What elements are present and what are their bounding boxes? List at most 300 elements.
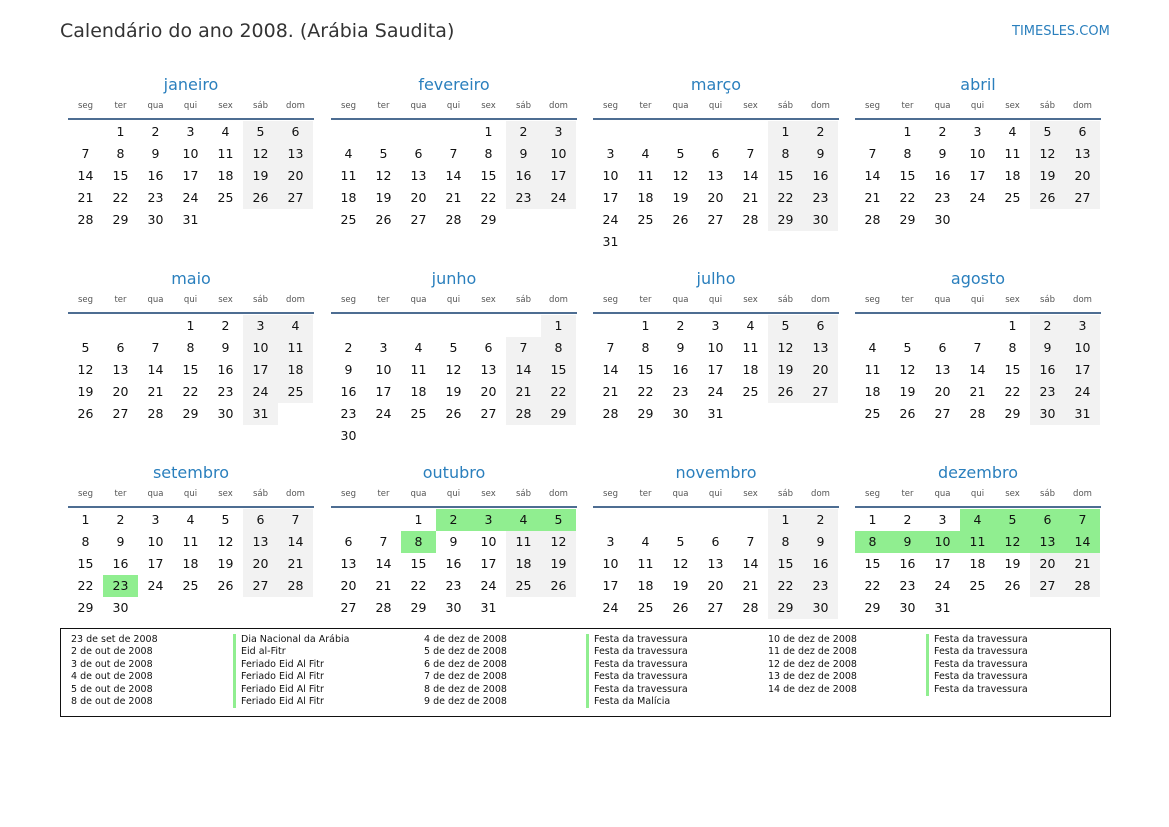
day-cell: 26: [375, 212, 392, 227]
day-cell: 2: [938, 124, 947, 139]
weekday-header: [68, 292, 314, 314]
holiday-day-cell: 6: [1030, 509, 1065, 531]
month-title: dezembro: [938, 463, 1018, 482]
legend-date: 13 de dez de 2008: [768, 671, 857, 683]
weekday-label: ter: [901, 295, 914, 305]
weekday-label: qui: [446, 489, 461, 499]
month-title: janeiro: [163, 75, 219, 94]
day-cell: 14: [602, 362, 619, 377]
day-cell: 10: [707, 340, 724, 355]
day-cell: 8: [541, 337, 576, 359]
day-cell: 17: [934, 556, 951, 571]
day-cell: 25: [1004, 190, 1021, 205]
legend-holiday-name: Festa da travessura: [586, 646, 756, 658]
day-cell: 19: [899, 384, 916, 399]
day-cell: 29: [410, 600, 427, 615]
weekday-label: ter: [377, 489, 390, 499]
weekday-label: sex: [1005, 295, 1020, 305]
weekday-label: dom: [811, 489, 830, 499]
weekday-label: ter: [639, 295, 652, 305]
legend-holiday-name: Dia Nacional da Arábia: [233, 634, 403, 646]
empty-cell: [698, 121, 733, 143]
day-cell: 24: [243, 381, 278, 403]
day-cell: 19: [1004, 556, 1021, 571]
empty-cell: [436, 121, 471, 143]
day-cell: 29: [182, 406, 199, 421]
day-cell: 30: [340, 428, 357, 443]
weekday-label: qui: [970, 101, 985, 111]
day-cell: 7: [81, 146, 90, 161]
holiday-day-cell: 8: [855, 531, 890, 553]
empty-cell: [506, 315, 541, 337]
legend-holiday-name: Festa da travessura: [926, 671, 1096, 683]
day-cell: 23: [672, 384, 689, 399]
day-cell: 21: [1065, 553, 1100, 575]
weekday-label: dom: [811, 101, 830, 111]
day-cell: 21: [147, 384, 164, 399]
month-title: junho: [431, 269, 477, 288]
day-cell: 16: [803, 553, 838, 575]
weekday-label: qua: [672, 295, 689, 305]
empty-cell: [366, 315, 401, 337]
month-title: novembro: [675, 463, 757, 482]
day-cell: 14: [742, 168, 759, 183]
day-cell: 7: [746, 146, 755, 161]
legend-holiday-name: Festa da travessura: [586, 634, 756, 646]
day-cell: 19: [541, 553, 576, 575]
day-cell: 10: [969, 146, 986, 161]
day-cell: 31: [1065, 403, 1100, 425]
day-cell: 11: [278, 337, 313, 359]
day-cell: 5: [221, 512, 230, 527]
day-cell: 31: [707, 406, 724, 421]
legend-holiday-name: Feriado Eid Al Fitr: [233, 696, 403, 708]
day-cell: 9: [449, 534, 458, 549]
weekday-label: sáb: [777, 101, 794, 111]
day-cell: 10: [602, 556, 619, 571]
day-cell: 13: [707, 168, 724, 183]
weekday-label: qua: [410, 101, 427, 111]
day-cell: 28: [742, 600, 759, 615]
day-cell: 15: [77, 556, 94, 571]
weekday-label: qui: [446, 101, 461, 111]
day-cell: 27: [112, 406, 129, 421]
day-cell: 7: [449, 146, 458, 161]
weekday-label: qui: [708, 101, 723, 111]
day-cell: 24: [375, 406, 392, 421]
day-cell: 1: [414, 512, 423, 527]
day-cell: 30: [217, 406, 234, 421]
legend-date: 8 de dez de 2008: [424, 683, 507, 695]
weekday-label: sáb: [1039, 101, 1056, 111]
weekday-header: [331, 98, 577, 120]
day-cell: 3: [243, 315, 278, 337]
weekday-label: seg: [77, 295, 94, 305]
day-cell: 26: [672, 212, 689, 227]
weekday-label: ter: [114, 489, 127, 499]
day-cell: 15: [637, 362, 654, 377]
day-cell: 29: [480, 212, 497, 227]
day-cell: 13: [480, 362, 497, 377]
day-cell: 20: [934, 384, 951, 399]
legend-date: 10 de dez de 2008: [768, 634, 857, 645]
weekday-label: sex: [481, 295, 496, 305]
day-cell: 22: [1004, 384, 1021, 399]
weekday-label: qua: [934, 101, 951, 111]
day-grid: [855, 509, 1101, 619]
day-cell: 17: [182, 168, 199, 183]
day-cell: 17: [602, 578, 619, 593]
holiday-day-cell: 9: [890, 531, 925, 553]
empty-cell: [960, 315, 995, 337]
day-cell: 19: [217, 556, 234, 571]
month-title: julho: [696, 269, 736, 288]
day-cell: 21: [445, 190, 462, 205]
weekday-label: qua: [934, 489, 951, 499]
weekday-label: seg: [602, 295, 619, 305]
day-cell: 18: [637, 578, 654, 593]
day-cell: 24: [1065, 381, 1100, 403]
day-cell: 1: [81, 512, 90, 527]
day-grid: [68, 509, 314, 619]
month-title: agosto: [950, 269, 1006, 288]
legend-date: 2 de out de 2008: [71, 646, 153, 658]
day-cell: 8: [1008, 340, 1017, 355]
day-cell: 20: [480, 384, 497, 399]
day-cell: 2: [344, 340, 353, 355]
weekday-header: [855, 98, 1101, 120]
day-cell: 15: [768, 553, 803, 575]
day-cell: 22: [768, 575, 803, 597]
day-cell: 25: [182, 578, 199, 593]
day-cell: 13: [112, 362, 129, 377]
day-cell: 10: [1065, 337, 1100, 359]
day-cell: 2: [803, 121, 838, 143]
day-cell: 13: [934, 362, 951, 377]
day-cell: 16: [899, 556, 916, 571]
empty-cell: [663, 509, 698, 531]
weekday-label: ter: [377, 295, 390, 305]
day-cell: 11: [506, 531, 541, 553]
day-cell: 23: [340, 406, 357, 421]
day-cell: 30: [445, 600, 462, 615]
day-cell: 18: [637, 190, 654, 205]
day-cell: 31: [480, 600, 497, 615]
day-cell: 5: [676, 146, 685, 161]
weekday-label: sáb: [1039, 489, 1056, 499]
day-cell: 20: [707, 578, 724, 593]
weekday-label: seg: [864, 101, 881, 111]
day-cell: 18: [969, 556, 986, 571]
day-cell: 25: [410, 406, 427, 421]
day-cell: 1: [484, 124, 493, 139]
day-cell: 3: [541, 121, 576, 143]
day-cell: 23: [506, 187, 541, 209]
day-cell: 30: [803, 209, 838, 231]
day-cell: 11: [1004, 146, 1021, 161]
day-grid: [855, 121, 1101, 231]
empty-cell: [698, 509, 733, 531]
day-cell: 7: [278, 509, 313, 531]
day-cell: 28: [864, 212, 881, 227]
day-cell: 18: [506, 553, 541, 575]
weekday-label: sex: [481, 101, 496, 111]
day-cell: 2: [151, 124, 160, 139]
weekday-label: qui: [183, 489, 198, 499]
month-janeiro: [68, 72, 314, 231]
empty-cell: [733, 121, 768, 143]
day-cell: 19: [768, 359, 803, 381]
day-cell: 27: [1065, 187, 1100, 209]
weekday-label: dom: [286, 489, 305, 499]
day-cell: 25: [506, 575, 541, 597]
day-cell: 4: [414, 340, 423, 355]
legend-holiday-name: Feriado Eid Al Fitr: [233, 684, 403, 696]
day-grid: [593, 121, 839, 253]
day-cell: 30: [934, 212, 951, 227]
month-novembro: [593, 460, 839, 619]
day-cell: 27: [243, 575, 278, 597]
weekday-label: dom: [549, 101, 568, 111]
day-cell: 16: [803, 165, 838, 187]
day-cell: 4: [221, 124, 230, 139]
weekday-label: seg: [864, 489, 881, 499]
day-cell: 29: [637, 406, 654, 421]
day-cell: 13: [243, 531, 278, 553]
day-cell: 21: [506, 381, 541, 403]
weekday-header: [593, 98, 839, 120]
empty-cell: [366, 121, 401, 143]
day-cell: 17: [541, 165, 576, 187]
day-cell: 26: [243, 187, 278, 209]
legend-holiday-name: Festa da travessura: [926, 646, 1096, 658]
brand-link[interactable]: TIMESLES.COM: [1012, 24, 1110, 39]
weekday-label: sáb: [515, 489, 532, 499]
weekday-label: seg: [602, 489, 619, 499]
weekday-label: seg: [77, 489, 94, 499]
weekday-label: dom: [1073, 101, 1092, 111]
day-cell: 25: [217, 190, 234, 205]
weekday-label: dom: [1073, 489, 1092, 499]
page-title: Calendário do ano 2008. (Arábia Saudita): [60, 20, 455, 42]
day-cell: 30: [1030, 403, 1065, 425]
day-cell: 27: [803, 381, 838, 403]
day-cell: 12: [541, 531, 576, 553]
day-cell: 8: [484, 146, 493, 161]
day-cell: 12: [768, 337, 803, 359]
month-fevereiro: [331, 72, 577, 231]
day-cell: 8: [81, 534, 90, 549]
weekday-label: dom: [549, 489, 568, 499]
holiday-legend: [60, 628, 1111, 717]
day-cell: 21: [602, 384, 619, 399]
day-cell: 11: [864, 362, 881, 377]
day-cell: 3: [1065, 315, 1100, 337]
weekday-label: sex: [743, 489, 758, 499]
day-cell: 22: [112, 190, 129, 205]
day-cell: 10: [182, 146, 199, 161]
day-cell: 27: [410, 212, 427, 227]
day-cell: 8: [768, 143, 803, 165]
day-cell: 29: [77, 600, 94, 615]
day-cell: 17: [969, 168, 986, 183]
weekday-label: qui: [183, 101, 198, 111]
day-cell: 24: [969, 190, 986, 205]
weekday-header: [855, 292, 1101, 314]
day-cell: 16: [147, 168, 164, 183]
holiday-day-cell: 12: [995, 531, 1030, 553]
legend-date: 23 de set de 2008: [71, 634, 158, 645]
day-cell: 12: [899, 362, 916, 377]
day-cell: 23: [217, 384, 234, 399]
day-cell: 13: [803, 337, 838, 359]
day-cell: 10: [541, 143, 576, 165]
day-cell: 25: [742, 384, 759, 399]
day-cell: 3: [973, 124, 982, 139]
empty-cell: [436, 315, 471, 337]
holiday-day-cell: 3: [471, 509, 506, 531]
day-cell: 9: [676, 340, 685, 355]
day-cell: 16: [934, 168, 951, 183]
day-cell: 15: [182, 362, 199, 377]
day-cell: 15: [112, 168, 129, 183]
day-cell: 1: [768, 509, 803, 531]
day-cell: 3: [606, 534, 615, 549]
day-cell: 1: [541, 315, 576, 337]
day-cell: 26: [77, 406, 94, 421]
weekday-label: sex: [1005, 489, 1020, 499]
day-cell: 14: [969, 362, 986, 377]
empty-cell: [925, 315, 960, 337]
weekday-label: qua: [672, 101, 689, 111]
day-cell: 3: [379, 340, 388, 355]
day-grid: [855, 315, 1101, 425]
day-cell: 15: [410, 556, 427, 571]
day-cell: 29: [1004, 406, 1021, 421]
holiday-day-cell: 2: [436, 509, 471, 531]
day-cell: 6: [278, 121, 313, 143]
legend-holiday-name: Feriado Eid Al Fitr: [233, 659, 403, 671]
day-cell: 27: [480, 406, 497, 421]
month-maio: [68, 266, 314, 425]
day-cell: 20: [112, 384, 129, 399]
day-cell: 19: [77, 384, 94, 399]
day-cell: 11: [410, 362, 427, 377]
day-cell: 19: [375, 190, 392, 205]
empty-cell: [401, 121, 436, 143]
legend-holiday-name: Eid al-Fitr: [233, 646, 403, 658]
day-cell: 9: [221, 340, 230, 355]
day-cell: 15: [480, 168, 497, 183]
month-title: outubro: [422, 463, 486, 482]
legend-date: 6 de dez de 2008: [424, 658, 507, 670]
day-cell: 12: [672, 168, 689, 183]
day-cell: 19: [672, 190, 689, 205]
day-cell: 23: [934, 190, 951, 205]
day-cell: 19: [243, 165, 278, 187]
holiday-day-cell: 5: [541, 509, 576, 531]
day-cell: 3: [186, 124, 195, 139]
month-title: maio: [171, 269, 211, 288]
day-cell: 21: [375, 578, 392, 593]
day-cell: 8: [903, 146, 912, 161]
weekday-label: sex: [743, 101, 758, 111]
day-cell: 21: [864, 190, 881, 205]
day-cell: 15: [768, 165, 803, 187]
day-cell: 30: [803, 597, 838, 619]
day-cell: 16: [340, 384, 357, 399]
day-cell: 22: [410, 578, 427, 593]
empty-cell: [103, 315, 138, 337]
holiday-day-cell: 5: [995, 509, 1030, 531]
day-cell: 8: [116, 146, 125, 161]
day-cell: 26: [1004, 578, 1021, 593]
day-cell: 7: [506, 337, 541, 359]
day-cell: 11: [637, 556, 654, 571]
day-cell: 12: [1030, 143, 1065, 165]
day-cell: 20: [707, 190, 724, 205]
day-cell: 2: [803, 509, 838, 531]
weekday-label: sáb: [777, 295, 794, 305]
weekday-label: dom: [286, 295, 305, 305]
empty-cell: [331, 121, 366, 143]
day-cell: 31: [243, 403, 278, 425]
day-cell: 25: [340, 212, 357, 227]
day-cell: 17: [147, 556, 164, 571]
day-cell: 22: [182, 384, 199, 399]
day-cell: 18: [1004, 168, 1021, 183]
legend-holiday-name: Festa da travessura: [586, 659, 756, 671]
day-cell: 18: [864, 384, 881, 399]
legend-date: 11 de dez de 2008: [768, 646, 857, 658]
day-cell: 23: [803, 575, 838, 597]
day-grid: [331, 509, 577, 619]
weekday-label: dom: [811, 295, 830, 305]
day-cell: 22: [77, 578, 94, 593]
weekday-label: ter: [114, 295, 127, 305]
day-cell: 6: [711, 534, 720, 549]
day-cell: 26: [672, 600, 689, 615]
day-cell: 25: [278, 381, 313, 403]
day-cell: 5: [449, 340, 458, 355]
day-cell: 28: [77, 212, 94, 227]
day-cell: 4: [641, 146, 650, 161]
day-cell: 9: [506, 143, 541, 165]
day-cell: 9: [116, 534, 125, 549]
holiday-day-cell: 14: [1065, 531, 1100, 553]
weekday-label: sáb: [252, 101, 269, 111]
holiday-day-cell: 4: [506, 509, 541, 531]
day-cell: 9: [938, 146, 947, 161]
legend-holiday-name: Festa da travessura: [926, 659, 1096, 671]
day-cell: 25: [864, 406, 881, 421]
day-cell: 12: [672, 556, 689, 571]
day-cell: 18: [182, 556, 199, 571]
weekday-label: qua: [147, 101, 164, 111]
day-cell: 17: [602, 190, 619, 205]
day-cell: 15: [864, 556, 881, 571]
legend-date: 4 de out de 2008: [71, 671, 153, 683]
day-cell: 17: [1065, 359, 1100, 381]
day-cell: 4: [1008, 124, 1017, 139]
day-cell: 28: [147, 406, 164, 421]
day-cell: 1: [186, 318, 195, 333]
day-cell: 16: [445, 556, 462, 571]
day-cell: 7: [379, 534, 388, 549]
day-cell: 26: [1030, 187, 1065, 209]
weekday-label: qui: [708, 295, 723, 305]
day-cell: 20: [243, 553, 278, 575]
